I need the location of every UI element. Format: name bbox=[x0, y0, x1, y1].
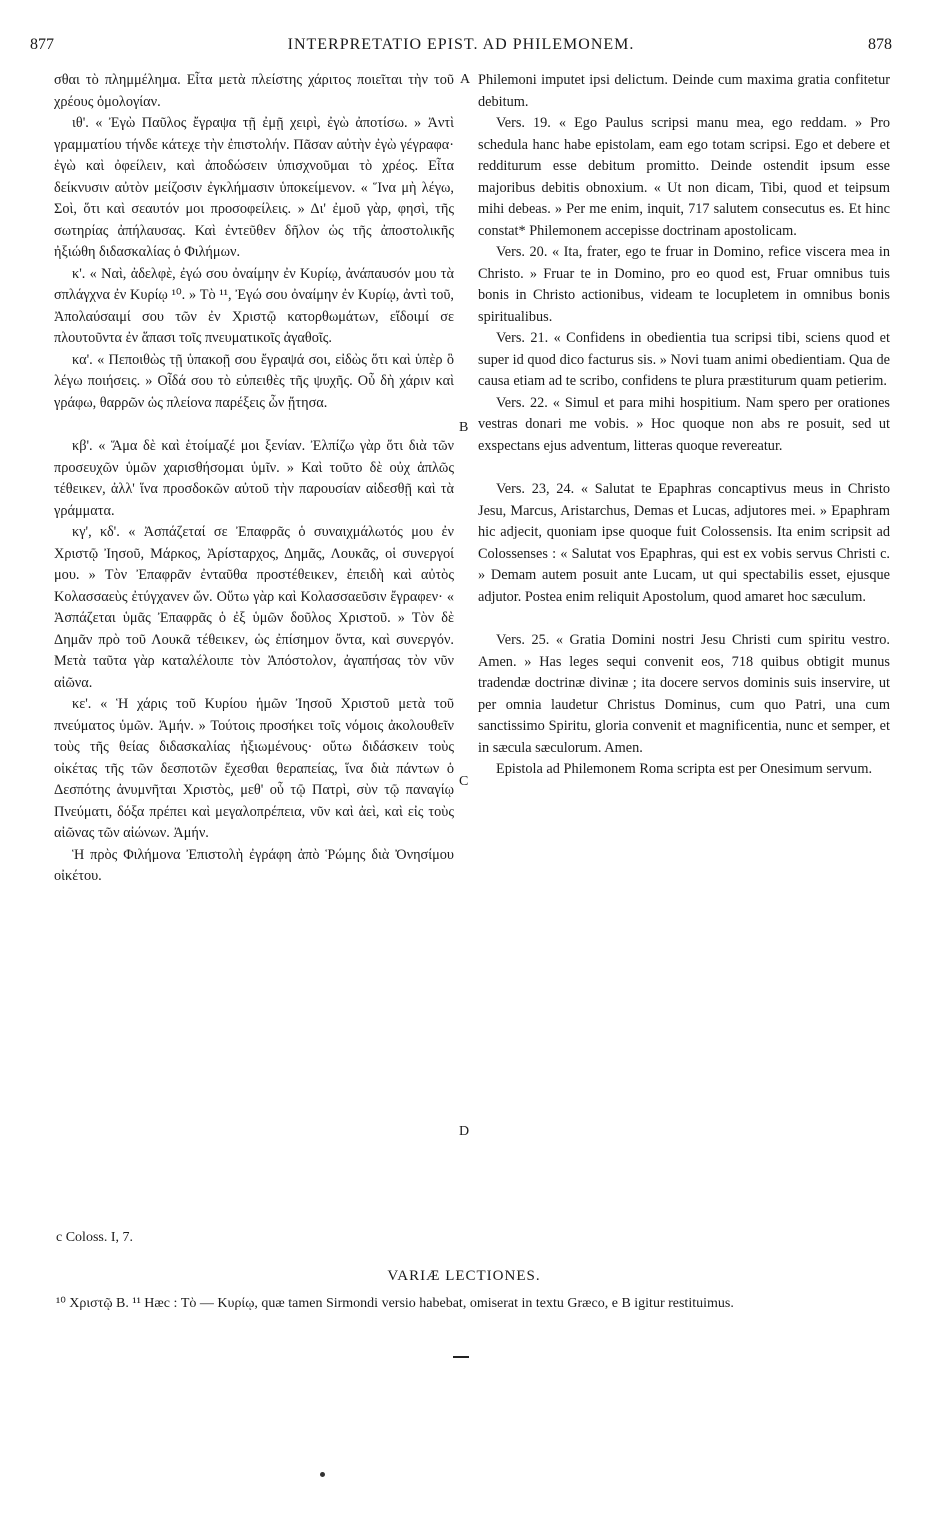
latin-paragraph: Vers. 23, 24. « Salutat te Epaphras concaptivus meus in Christo Jesu, Marcus, Aristarchus, Demas et Lucas, adjutores mei. » Epaphram hic adjecit, quoniam ipse quoque fuit Colossensis. Ita enim scripsit ad Colossenses : « Salutat vos Epaphras, qui est ex vobis servus Christi c. » Demam autem posuit ante Lucam, ut qui spectabilis esset, ejusque adjutor. Postea enim reliquit Apostolum, quod amaret hoc sæculum. bbox=[478, 481, 890, 605]
latin-paragraph: Epistola ad Philemonem Roma scripta est per Onesimum servum. bbox=[496, 761, 873, 777]
footnote: c Coloss. I, 7. bbox=[56, 1230, 133, 1245]
page-header bbox=[30, 36, 892, 60]
greek-paragraph: κγ', κδ'. « Ἀσπάζεταί σε Ἐπαφρᾶς ὁ συναιχμάλωτός μου ἐν Χριστῷ Ἰησοῦ, Μάρκος, Ἀρίσταρχος, Δημᾶς, Λουκᾶς, οἱ συνεργοί μου. » Τὸν Ἐπαφρᾶν ἐνταῦθα προστέθεικεν, ἐπειδὴ καὶ αὐτὸς Κολασσαεὺς ἐτύγχανεν ὤν. Οὕτω γὰρ καὶ Κολασσαεῦσιν ἔγραφεν· « Ἀσπάζεται ὑμᾶς Ἐπαφρᾶς ὁ ἐξ ὑμῶν δοῦλος Χριστοῦ. » Τὸν δὲ Δημᾶν πρὸ τοῦ Λουκᾶ τέθεικεν, ὡς ἐπίσημον ὄντα, καὶ συνεργόν. Μετὰ ταῦτα γὰρ καταλέλοιπε τὸν Ἀπόστολον, ἀγαπήσας τὸν νῦν αἰῶνα. bbox=[54, 524, 454, 691]
greek-paragraph: κ'. « Ναὶ, ἀδελφὲ, ἐγώ σου ὀναίμην ἐν Κυρίῳ, ἀνάπαυσόν μου τὰ σπλάγχνα ἐν Κυρίῳ ¹⁰. » Τὸ ¹¹, Ἐγώ σου ὀναίμην ἐν Κυρίῳ, ἀντὶ τοῦ, Ἀπολαύσαιμί σου τῶν ἐν Χριστῷ κατορθωμάτων, εἴδοιμί σε πλουτοῦντα ἐν ἅπασι τοῖς πνευματικοῖς ἀγαθοῖς. bbox=[54, 265, 454, 346]
greek-paragraph: ιθ'. « Ἐγὼ Παῦλος ἔγραψα τῇ ἐμῇ χειρὶ, ἐγὼ ἀποτίσω. » Ἀντὶ γραμματίου τήνδε κάτεχε τὴν ἐπιστολήν. Πᾶσαν αὐτὴν ἐγὼ γέγραφα· ἐγὼ καὶ ὀφείλειν, καὶ ἀποδώσειν ὑπισχνοῦμαι τὸ χρέος. Εἶτα δείκνυσιν αὐτὸν μείζοσιν ἐγκλήμασιν ὑποκείμενον. « Ἵνα μὴ λέγω, Σοὶ, ὅτι καὶ σεαυτόν μοι προσοφείλεις. » Δι' ἐμοῦ γὰρ, φησὶ, τῆς σωτηρίας ἀπήλαυσας. Καὶ ἐντεῦθεν δῆλον ὡς τῆς ἀποστολικῆς ἠξιώθη διδασκαλίας ὁ Φιλήμων. bbox=[54, 115, 454, 260]
latin-paragraph: Vers. 19. « Ego Paulus scripsi manu mea, ego reddam. » Pro schedula hanc habe epistolam, eam ego totam scripsi. Ego et debere et redditurum esse debitum promitto. Deinde ostendit ipsum esse majoribus debitis obnoxium. « Ut non dicam, Tibi, quod et teipsum mihi debeas. » Per me enim, inquit, 717 salutem consecutus es. Et hinc constat* Philemonem accepisse doctrinam apostolicam. bbox=[478, 115, 890, 239]
greek-paragraph: κβ'. « Ἅμα δὲ καὶ ἑτοίμαζέ μοι ξενίαν. Ἐλπίζω γὰρ ὅτι διὰ τῶν προσευχῶν ὑμῶν χαρισθήσομαι ὑμῖν. » Καὶ τοῦτο δὲ οὐχ ἁπλῶς τέθεικεν, ἀλλ' ἵνα προσδοκῶν αὐτοῦ τὴν παρουσίαν αἰδεσθῇ καὶ τὰ γράμματα. bbox=[54, 438, 454, 519]
page-number-left: 877 bbox=[30, 36, 54, 53]
latin-paragraph: Vers. 20. « Ita, frater, ego te fruar in Domino, refice viscera mea in Christo. » Fruar te in Domino, pro eo quod est, Fruar omnibus tuis bonis in Christo actionibus, videam te locupletem in omnibus bonis spiritualibus. bbox=[478, 244, 890, 325]
margin-letter-c: C bbox=[459, 774, 469, 789]
ink-speck bbox=[320, 1472, 325, 1477]
greek-paragraph: κε'. « Ἡ χάρις τοῦ Κυρίου ἡμῶν Ἰησοῦ Χριστοῦ μετὰ τοῦ πνεύματος ὑμῶν. Ἀμήν. » Τούτοις προσήκει τοῖς νόμοις ἀκολουθεῖν τοὺς τῆς θείας διδασκαλίας ἠξιωμένους· οὕτω διδάσκειν τοὺς οἰκέτας τῆς τῶν δεσποτῶν ἔχεσθαι θεραπείας, ἵνα διὰ πάντων ὁ Δεσπότης ἀνυμνῆται Χριστὸς, μεθ' οὗ τῷ Πατρὶ, σὺν τῷ παναγίῳ Πνεύματι, δόξα πρέπει καὶ μεγαλοπρέπεια, νῦν καὶ ἀεὶ, καὶ εἰς τοὺς αἰῶνας τῶν αἰώνων. Ἀμήν. bbox=[54, 696, 454, 841]
margin-letter-a: A bbox=[460, 72, 471, 87]
latin-paragraph: Vers. 25. « Gratia Domini nostri Jesu Christi cum spiritu vestro. Amen. » Has leges sequi convenit eos, 718 quibus obtigit munus tradendæ doctrinæ divinæ ; ita docere servos dominis suis inservire, ut per omnia laudetur Christus Dominus, cum quo Patri, una cum sanctissimo Spiritu, gloria convenit et magnificentia, nunc et semper, et in sæcula sæculorum. Amen. bbox=[478, 632, 890, 756]
separator-dash bbox=[453, 1356, 469, 1358]
variae-lectiones-heading: VARIÆ LECTIONES. bbox=[387, 1268, 541, 1284]
variae-lectiones-text: ¹⁰ Χριστῷ B. ¹¹ Hæc : Τὸ — Κυρίῳ, quæ tamen Sirmondi versio habebat, omiserat in textu Græco, e B igitur restituimus. bbox=[56, 1296, 734, 1311]
latin-paragraph: Vers. 22. « Simul et para mihi hospitium. Nam spero per orationes vestras donari me vobis. » Hoc quoque non abs re posuit, sed ut exspectans ejus adventum, litteras quoque revereatur. bbox=[478, 394, 890, 454]
running-title: INTERPRETATIO EPIST. AD PHILEMONEM. bbox=[287, 36, 635, 53]
margin-letter-b: B bbox=[459, 420, 469, 435]
greek-column bbox=[54, 70, 454, 888]
greek-paragraph: Ἡ πρὸς Φιλήμονα Ἐπιστολὴ ἐγράφη ἀπὸ Ῥώμης διὰ Ὀνησίμου οἰκέτου. bbox=[54, 846, 454, 884]
greek-paragraph: σθαι τὸ πλημμέλημα. Εἶτα μετὰ πλείστης χάριτος ποιεῖται τὴν τοῦ χρέους ὁμολογίαν. bbox=[54, 72, 454, 110]
greek-paragraph: κα'. « Πεποιθὼς τῇ ὑπακοῇ σου ἔγραψά σοι, εἰδὼς ὅτι καὶ ὑπὲρ ὃ λέγω ποιήσεις. » Οἶδά σου τὸ εὐπειθὲς τῆς ψυχῆς. Οὗ δὴ χάριν καὶ γράφω, θαρρῶν ὡς πλείονα παρέξεις ὧν ᾔτησα. bbox=[54, 351, 454, 411]
latin-paragraph: Philemoni imputet ipsi delictum. Deinde cum maxima gratia confitetur debitum. bbox=[478, 72, 890, 110]
margin-letter-d: D bbox=[459, 1124, 470, 1139]
latin-column bbox=[478, 70, 890, 781]
latin-paragraph: Vers. 21. « Confidens in obedientia tua scripsi tibi, sciens quod et super id quod dico facturus sis. » Novi tuam animi obedientiam. Qua de causa etiam ad te scribo, confidens te plura præstiturum quam petierim. bbox=[478, 330, 890, 389]
page-number-right: 878 bbox=[868, 36, 892, 53]
